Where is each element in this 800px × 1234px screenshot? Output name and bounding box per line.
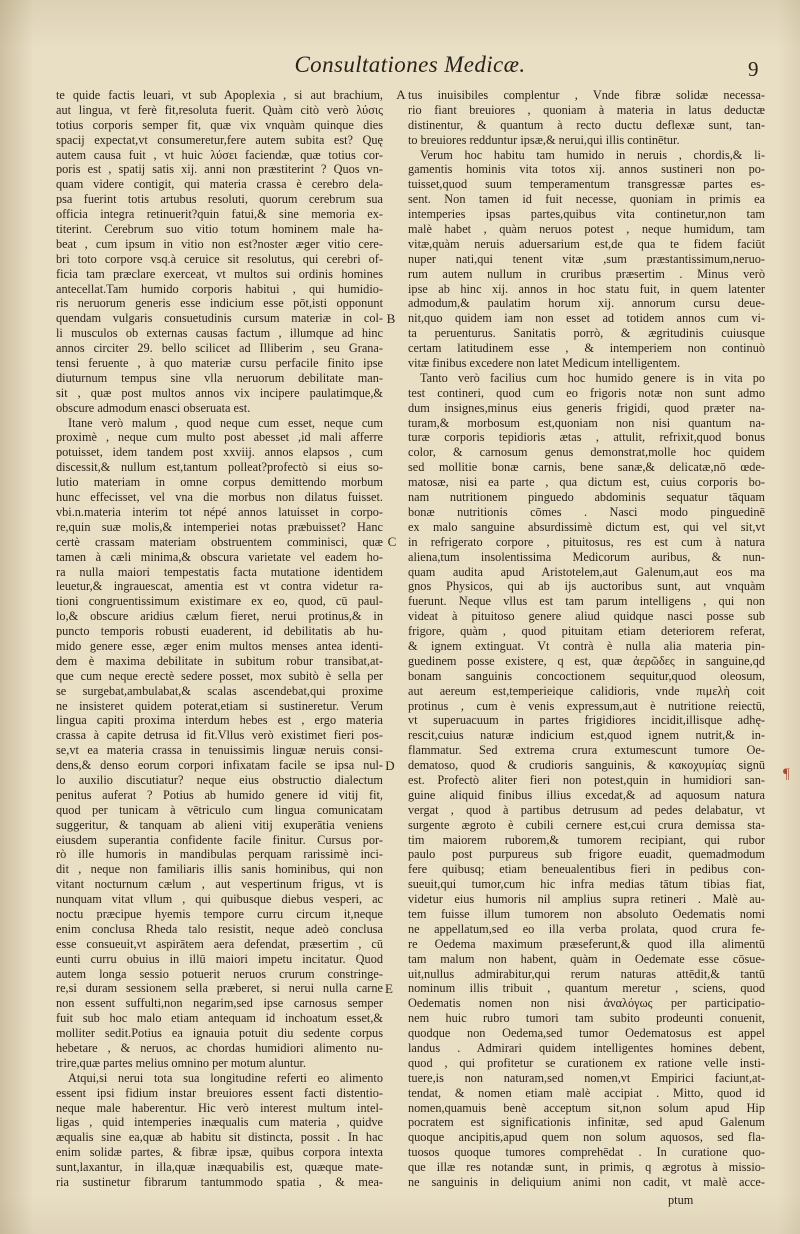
- section-marker-d: D: [385, 757, 395, 773]
- text-line: nuper nati,qui tenent vitæ ,sum præstantissimum,neruo-: [408, 251, 765, 266]
- text-line: psa fuerint totis artubus resoluti, quorum cerebrum sua: [56, 192, 383, 207]
- section-marker-a: A: [396, 87, 406, 102]
- text-line: se surgebat,ambulabat,& scalas ascendebat,qui proxime: [56, 683, 383, 698]
- text-line: re Oedema maximum præseferunt,& quod illa alimentū: [408, 936, 765, 951]
- text-line: Verum hoc habitu tam humido in neruis , chordis,& li-: [420, 147, 765, 162]
- text-line: videat à pituitoso genere aliud quidque nasci posse sub: [408, 609, 765, 624]
- text-line: nomen,quamuis benè acceptum sit,non solum apud Hip: [408, 1100, 765, 1115]
- text-line: turam,& morbosum est,quoniam non nisi quantum na-: [408, 415, 765, 430]
- text-line: nunquam vitat vllum , qui quibusque diebus vesperi, ac: [56, 892, 383, 907]
- right-text-column: [408, 88, 765, 1190]
- text-line: nit,quo quidem iam non esset ad totidem annos cum vi-: [408, 311, 765, 326]
- text-line: rio fiant breuiores , quoniam à materia in latus deductæ: [408, 102, 765, 117]
- text-line: tamen à cæli minima,& obscura varietate vel eadem ho-: [56, 549, 383, 564]
- text-line: antecellat.Tam humido corporis habitui , qui humidio-: [56, 281, 383, 296]
- text-line: crassa à capite detrusa id fit.Vllus verò existimet fieri pos-: [56, 728, 383, 743]
- text-line: esse consueuit,vt aspirātem aera defendat, præsertim , cū: [56, 936, 383, 951]
- text-line: lutio materiam in omne corpus demittendo morbum: [56, 475, 383, 490]
- text-line: diuturnum tempus sine vlla neruorum debilitate man-: [56, 370, 383, 385]
- text-line: & ignem extinguat. Vt contrà è nulla alia materia pin-: [408, 638, 765, 653]
- text-line: rum autem nullum in cruribus præsertim . Minus verò: [408, 266, 765, 281]
- text-line: in refrigerato corpore , pituitosus, res est cum à natura: [408, 534, 765, 549]
- text-line: penitus auferat ? Potius ab humido genere id vitij fit,: [56, 787, 383, 802]
- text-line: nominum illis tribuit , quantum meretur , sciens, quod: [408, 981, 765, 996]
- text-line: mido genere esse, æger enim multos menses antea identi-: [56, 638, 383, 653]
- text-line: autem longa sessio potuerit neruos crurum constringe-: [56, 966, 383, 981]
- text-line: ris neruorum generis esse indicium esse pōt,isti opponunt: [56, 296, 383, 311]
- text-line: officia integra retinuerit?quin fatui,& sine memoria ex-: [56, 207, 383, 222]
- text-line: paulo post purpureus sub frigore euadit, quemadmodum: [408, 847, 765, 862]
- text-line: tendat, & nomen etiam malè accipiat . Mitto, quod id: [408, 1085, 765, 1100]
- text-line: ex malo sanguine absurdissimè dictum est, qui vel sit,vt: [408, 519, 765, 534]
- text-line: beat , cum ipsum in vitio non est?noster æger vitio cere-: [56, 236, 383, 251]
- text-line: que illæ res notandæ sunt, in primis, q ægrotus à missio-: [408, 1160, 765, 1175]
- text-line: ra nulla maiori tempestatis facta mutatione identidem: [56, 564, 383, 579]
- text-line: tim maiorem ruborem,& tumorem recipiant, qui rubor: [408, 832, 765, 847]
- text-line: nam nutritionem pinguedo abdominis sequatur tāquam: [408, 490, 765, 505]
- text-line: hunc effecisset, vel vna die morbus non dilatus fuisset.: [56, 490, 383, 505]
- text-line: eiusdem superantia confidente facile finitur. Cursus por-: [56, 832, 383, 847]
- text-line: guine aliquid finibus illius excedat,& ad aquosum natura: [408, 787, 765, 802]
- section-marker-b: B: [386, 310, 396, 326]
- text-line: leuetur,& ingrauescat, amentia est vt contra videtur ra-: [56, 579, 383, 594]
- text-line: frigore, quàm , quod pituitam etiam deteriorem referat,: [408, 624, 765, 639]
- text-line: Oedematis nomen non nisi ἀναλόγως per participatio-: [408, 996, 765, 1011]
- text-line: surgente ægroto è cubili cernere est,cui crura demissa sta-: [408, 817, 765, 832]
- text-line: re,si duram sessionem sella præberet, si nerui nulla carne: [56, 981, 383, 996]
- section-marker-c: C: [387, 534, 397, 549]
- text-line: quendam vulgaris consuetudinis cursum materiæ in col-: [56, 311, 383, 326]
- text-line: lo,& obscure aridius cælum fieret, nerui protinus,& in: [56, 609, 383, 624]
- text-line: intemperies ipsas partes,quibus vita continetur,non tam: [408, 207, 765, 222]
- text-line: Tanto verò facilius cum hoc humido genere is in vita po: [420, 370, 765, 385]
- text-line: autem causa fuit , vt huic λύσει faciendæ, quæ totius cor-: [56, 147, 383, 162]
- text-line: essent ipsi fidium instar breuiores essent facti distentio-: [56, 1085, 383, 1100]
- text-line: bonæ nutritionis cōmes . Nasci modo pinguedinē: [408, 504, 765, 519]
- text-line: quodque non Oedema,sed tumor Oedematosus est appel: [408, 1026, 765, 1041]
- text-line: ipse ab hinc xij. annos in hoc statu fuit, in quem latenter: [408, 281, 765, 296]
- text-line: color, & carnosum genus demonstrat,molle hoc quidem: [408, 445, 765, 460]
- text-line: tam malum non habent, quàm in Oedemate esse cōsue-: [408, 951, 765, 966]
- text-line: ne sanguinis in deliquium animi non cadit, vt malè acce-: [408, 1175, 765, 1190]
- text-line: ria sustinetur fibrarum tantummodo spatia , & mea-: [56, 1175, 383, 1190]
- text-line: fuit sub hoc malo etiam antequam id inchoatum esset,&: [56, 1011, 383, 1026]
- text-line: landus . Admirari quidem intelligentes homines debent,: [408, 1041, 765, 1055]
- text-line: tuosos quoque tumores comprehēdat . In curatione quo-: [408, 1145, 765, 1160]
- text-line: fere quibusq; etiam beneualentibus fieri in pedibus con-: [408, 862, 765, 877]
- text-line: dens,& denso eorum corpori infixatam facile se ipsa nul-: [56, 758, 383, 773]
- text-line: tem fuisse illum tumorem non absoluto Oedematis nomi: [408, 906, 765, 921]
- text-line: sit , quæ post multos annos vix incipere paulatimque,&: [56, 385, 383, 400]
- text-line: ne appellatum,sed eo illa verba prolata, quod crura fe-: [408, 921, 765, 936]
- text-line: potuisset, idem tandem post xxviij. annos elapsos , cum: [56, 445, 383, 460]
- text-line: obscure admodum enasci obseruata est.: [56, 400, 251, 415]
- text-line: protinus , cum è venis expressum,aut è nutritione reiectū,: [408, 698, 765, 713]
- text-line: molliter sedit.Potius ea ignauia potuit diu sedente corpus: [56, 1026, 383, 1041]
- text-line: aut aereum est,temperieique calidioris, vnde πιμελὴ coit: [408, 683, 765, 698]
- text-line: sent. Non tamen id fuit necesse, quoniam in primis ea: [408, 192, 765, 207]
- text-line: pocratem est significationis infinitæ, sed apud Galenum: [408, 1115, 765, 1130]
- text-line: turæ corporis tepidioris ætas , attulit, refrixit,quod bonus: [408, 430, 765, 445]
- text-line: gamentis hominis vita totos xij. annos sustineri non po-: [408, 162, 765, 177]
- text-line: li musculos ob externas causas factum , illumque ad hinc: [56, 326, 383, 341]
- text-line: bonam sanguinis concoctionem sequitur,quod oleosum,: [408, 668, 765, 683]
- text-line: puncto temporis robusti euaderent, id debilitatis ab hu-: [56, 624, 383, 639]
- text-line: sed mollitie bonæ carnis, bene sanæ,& delicatæ,nō œde-: [408, 460, 765, 475]
- text-line: aut lingua, vt ferè fit,resoluta fuerit. Quàm citò verò λύσις: [56, 102, 383, 117]
- text-line: nem huic rubro tumori tam subito prodeunti conuenit,: [408, 1011, 765, 1026]
- text-line: re,quin suæ molis,& intemperiei notas præbuisset? Hanc: [56, 519, 383, 534]
- text-line: malè habet , quàm neruos potest , neque humidum, tam: [408, 222, 765, 237]
- text-line: est. Profectò aliter fieri non potest,quin in humidiori san-: [408, 772, 765, 787]
- text-line: non essent suffulti,non negarim,sed ipse carnosus semper: [56, 996, 383, 1011]
- text-line: vbi.n.materia interim tot népé annos latuisset in corpo-: [56, 504, 383, 519]
- text-line: eunti curru obuius in illū maiori impetu incitatur. Quod: [56, 951, 383, 966]
- text-line: hebetare , & neruos, ac chordas humidiori alimento nu-: [56, 1041, 383, 1055]
- text-line: guedinem posse existere, q est, quæ ἀερῶδες in sanguine,qd: [408, 653, 765, 668]
- text-line: ta peruenturus. Sanitatis porrò, & ægritudinis cuiusque: [408, 326, 765, 341]
- text-line: distinentur, & quantum à recto ductu deflexæ sunt, tan-: [408, 117, 765, 132]
- text-line: poris est , spatij satis xij. anni non præstiterint ? Quos vn-: [56, 162, 383, 177]
- text-line: quoque ancipitis,apud quem non solum aquosos, sed fla-: [408, 1130, 765, 1145]
- text-line: æqualis sine ea,quæ ab habitu sit distincta, possit . In hac: [56, 1130, 383, 1145]
- text-line: test contineri, quod cum eo frigoris notæ non sunt admo: [408, 385, 765, 400]
- text-line: titerint. Cerebrum suo vitio totum hominem male ha-: [56, 222, 383, 237]
- text-line: discessit,& nullum est,tantum polleat?profectò si eius so-: [56, 460, 383, 475]
- text-line: spacij expectat,vt consumeretur,fere autem subita est? Quę: [56, 132, 383, 147]
- text-line: Atqui,si nerui tota sua longitudine referti eo alimento: [68, 1070, 383, 1085]
- text-line: vergat , quod à partibus detrusum ad pedes delabatur, vt: [408, 802, 765, 817]
- text-line: suggeritur, & tanquam ab alieni vitij exuperātia veniens: [56, 817, 383, 832]
- text-line: uit,nullus admirabitur,qui rerum naturas attēdit,& tantū: [408, 966, 765, 981]
- text-line: sunt,laxantur, in illa,quæ inæquabilis est, quæque mate-: [56, 1160, 383, 1175]
- text-line: ligas , quid intemperies inæqualis cum materia , quidve: [56, 1115, 383, 1130]
- text-line: rescit,cuius naturæ indicium est,quod ignem nutrit,& in-: [408, 728, 765, 743]
- text-line: vitæ,quàm neruis aduersarium est,de qua te fidem faciūt: [408, 236, 765, 251]
- text-line: tuere,is non naturam,sed nomen,vt Empirici faciunt,at-: [408, 1070, 765, 1085]
- text-line: totius corporis semper fit, quæ vix vnquàm quinque dies: [56, 117, 383, 132]
- text-line: dit , neque non familiaris illis sanis hominibus, qui non: [56, 862, 383, 877]
- text-line: neque male haberentur. Hic verò interest multum intel-: [56, 1100, 383, 1115]
- text-line: ne insisteret quidem poterat,etiam si sustineretur. Verum: [56, 698, 383, 713]
- text-line: videtur eius humoris nil amplius supra retineri . Malè au-: [408, 892, 765, 907]
- text-line: matosæ, nisi ea parte , qua dictum est, cuius corporis bo-: [408, 475, 765, 490]
- text-line: ficia tam præclare exerceat, vt multos sui ordinis homines: [56, 266, 383, 281]
- text-line: fuerunt. Neque vllus est tam parum intelligens , qui non: [408, 594, 765, 609]
- text-line: sueuit,qui tumor,cum hic infra medias tātum tibias fiat,: [408, 877, 765, 892]
- text-line: rò ille humoris in mandibulas perquam rarissimè inci-: [56, 847, 383, 862]
- text-line: bri toto corpore vsq.à ceruice sit resolutus, qui cerebri of-: [56, 251, 383, 266]
- text-line: vt superuacuum in partes frigidiores incidit,illisque adhę-: [408, 713, 765, 728]
- text-line: tuisset,quod suum temperamentum transgressæ partes es-: [408, 177, 765, 192]
- text-line: Itane verò malum , quod neque cum esset, neque cum: [68, 415, 383, 430]
- text-line: quam audita apud Aristotelem,aut Galenum,aut eos ma: [408, 564, 765, 579]
- text-line: gnos Physicos, qui ab ijs auctoribus sunt, aut vnquàm: [408, 579, 765, 594]
- text-line: trire,quæ partes melius omnino per motum aluntur.: [56, 1055, 306, 1070]
- text-line: to breuiores redduntur ipsæ,& nerui,qui illis continētur.: [408, 132, 680, 147]
- margin-mark: ¶: [783, 766, 790, 782]
- text-line: tensi feruente , à quo materiæ cursu perfacile finito ipse: [56, 356, 383, 371]
- page-number: 9: [748, 57, 759, 81]
- text-line: te quide factis leuari, vt sub Apoplexia , si aut brachium,: [56, 88, 383, 102]
- text-line: flammatur. Sed extrema crura extumescunt tumore Oe-: [408, 743, 765, 758]
- text-line: vitæ finibus excedere non latet Medicum intelligentem.: [408, 356, 681, 371]
- text-line: certè crassam materiam obstruentem comminisci, quæ: [56, 534, 383, 549]
- text-line: proximè , neque cum multo post abesset ,id mali afferre: [56, 430, 383, 445]
- text-line: admodum,& paulatim horum xij. annorum cursu deue-: [408, 296, 765, 311]
- text-line: tus inuisibiles complentur , Vnde fibræ solidæ necessa-: [408, 88, 765, 102]
- text-line: quam videre contigit, qui materia crassa è cerebro dela-: [56, 177, 383, 192]
- text-line: tioni congruentissimum existimare ex eo, quod, cū paul-: [56, 594, 383, 609]
- text-line: quod , qui profitetur se curationem ex ratione velle insti-: [408, 1055, 765, 1070]
- text-line: enim solidæ partes, & fibræ ipsæ, quibus corpora intexta: [56, 1145, 383, 1160]
- text-line: quod per tunicam à vētriculo cum lingua comunicatam: [56, 802, 383, 817]
- text-line: se,vt ea materia crassa in tenuissimis linguæ neruis consi-: [56, 743, 383, 758]
- text-line: enim conclusa Rheda talo resistit, neque adeò conclusa: [56, 921, 383, 936]
- catchword: ptum: [668, 1193, 694, 1207]
- running-title: Consultationes Medicæ.: [294, 52, 526, 77]
- text-line: que cum neque erectè sedere posset, mox subitò è sella per: [56, 668, 383, 683]
- text-line: annos circiter 29. bello scilicet ad Illiberim , seu Grana-: [56, 341, 383, 356]
- text-line: dematoso, quod & crudioris sanguinis, & κακοχυμίας signū: [408, 758, 765, 773]
- text-line: lo auxilio discutiatur? neque eius obstructio dialectum: [56, 772, 383, 787]
- text-line: noctu præcipue hyemis tempore curru circum it,neque: [56, 906, 383, 921]
- left-text-column: [56, 88, 383, 1190]
- text-line: certam latitudinem esse , & intemperiem non continuò: [408, 341, 765, 356]
- text-line: dem è maxima debilitate in subitum robur transibat,at-: [56, 653, 383, 668]
- text-line: vitant nocturnum cælum , aut vespertinum frigus, vt is: [56, 877, 383, 892]
- text-line: lingua capiti proxima interdum hebes est , ergo materia: [56, 713, 383, 728]
- text-line: dum insignes,minus eius generis frigidi, quod præter na-: [408, 400, 765, 415]
- text-line: aliena,tum insolentissima Medicorum auribus, & nun-: [408, 549, 765, 564]
- section-marker-e: E: [385, 981, 393, 996]
